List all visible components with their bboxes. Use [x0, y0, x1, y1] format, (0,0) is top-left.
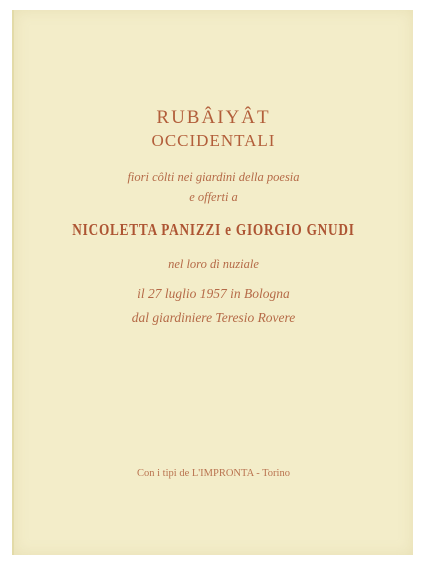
printer-imprint: Con i tipi de L'IMPRONTA - Torino: [137, 468, 290, 479]
subtitle-line-1: fiori côlti nei giardini della poesia: [127, 170, 300, 184]
occasion-line-3: dal giardiniere Teresio Rovere: [131, 310, 296, 325]
title-line-1: RUBÂIYÂT: [156, 107, 271, 128]
occasion-line-1: nel loro dì nuziale: [168, 257, 259, 271]
document-page: [12, 10, 413, 555]
subtitle-line-2: e offerti a: [189, 190, 238, 204]
occasion-line-2: il 27 luglio 1957 in Bologna: [137, 286, 290, 301]
title-line-2: OCCIDENTALI: [151, 131, 276, 150]
couple-names: NICOLETTA PANIZZI e GIORGIO GNUDI: [72, 220, 355, 239]
